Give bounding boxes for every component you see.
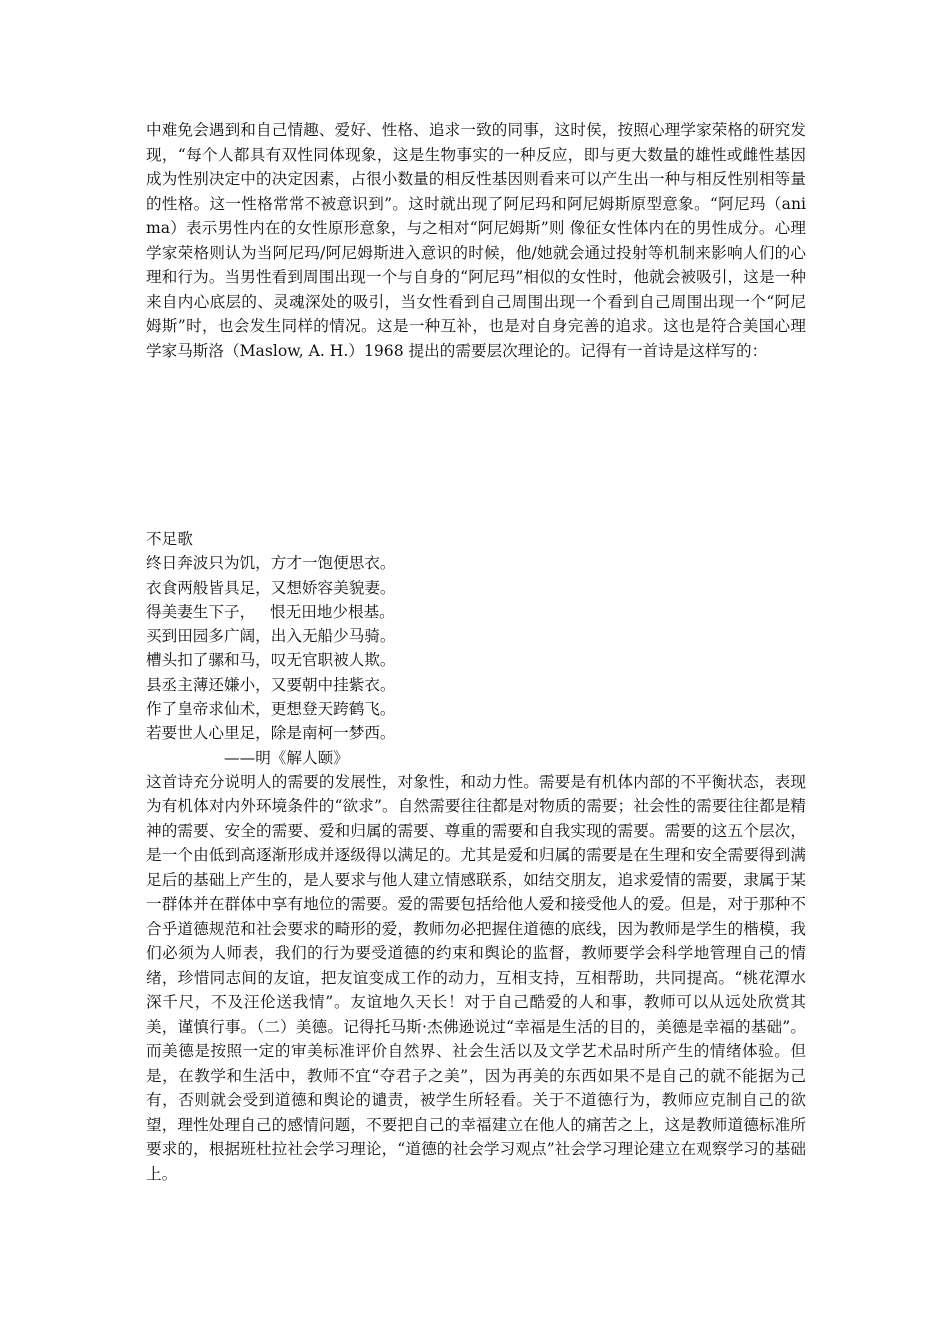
poem-title: 不足歌	[146, 530, 193, 548]
poem-line: 得美妻生下子， 恨无田地少根基。	[146, 602, 395, 621]
paragraph-intro: 中难免会遇到和自己情趣、爱好、性格、追求一致的同事，这时侯，按照心理学家荣格的研究发现，“每个人都具有双性同体现象，这是生物事实的一种反应，即与更大数量的雄性或雌性基因成为性别决定中的决定因素，占很小数量的相反性基因则看来可以产生出一种与相反性别相等量的性格。这一性格常常不被意识到”。这时就出现了阿尼玛和阿尼姆斯原型意象。“阿尼玛（anima）表示男性内在的女性原形意象，与之相对“阿尼姆斯”则 像征女性体内在的男性成分。心理学家荣格则认为当阿尼玛/阿尼姆斯进入意识的时候，他/她就会通过投射等机制来影响人们的心理和行为。当男性看到周围出现一个与自身的“阿尼玛”相似的女性时，他就会被吸引，这是一种来自内心底层的、灵魂深处的吸引，当女性看到自己周围出现一个看到自己周围出现一个“阿尼姆斯”时，也会发生同样的情况。这是一种互补，也是对自身完善的追求。这也是符合美国心理学家马斯洛（Maslow, A. H.）1968 提出的需要层次理论的。记得有一首诗是这样写的：	[146, 121, 806, 360]
poem-block	[146, 527, 806, 770]
paragraph-discussion: 这首诗充分说明人的需要的发展性，对象性，和动力性。需要是有机体内部的不平衡状态，表现为有机体对内外环境条件的“欲求”。自然需要往往都是对物质的需要；社会性的需要往往都是精神的需要、安全的需要、爱和归属的需要、尊重的需要和自我实现的需要。需要的这五个层次，是一个由低到高逐渐形成并逐级得以满足的。尤其是爱和归属的需要是在生理和安全需要得到满足后的基础上产生的，是人要求与他人建立情感联系，如结交朋友，追求爱情的需要，隶属于某一群体并在群体中享有地位的需要。爱的需要包括给他人爱和接受他人的爱。但是，对于那种不合乎道德规范和社会要求的畸形的爱，教师勿必把握住道德的底线，因为教师是学生的楷模，我们必须为人师表，我们的行为要受道德的约束和舆论的监督，教师要学会科学地管理自己的情绪，珍惜同志间的友谊，把友谊变成工作的动力，互相支持，互相帮助，共同提高。“桃花潭水深千尺，不及汪伦送我情”。友谊地久天长！对于自己酷爱的人和事，教师可以从远处欣赏其美，谨慎行事。（二）美德。记得托马斯·杰佛逊说过“幸福是生活的目的，美德是幸福的基础”。而美德是按照一定的审美标准评价自然界、社会生活以及文学艺术品时所产生的情绪体验。但是，在教学和生活中，教师不宜“夺君子之美”，因为再美的东西如果不是自己的就不能据为己有，否则就会受到道德和舆论的谴责，被学生所轻看。关于不道德行为，教师应克制自己的欲望，理性处理自己的感情问题，不要把自己的幸福建立在他人的痛苦之上，这是教师道德标准所要求的，根据班杜拉社会学习理论，“道德的社会学习观点”社会学习理论建立在观察学习的基础上。	[146, 772, 806, 1183]
poem-line: 若要世人心里足，除是南柯一梦西。	[146, 724, 396, 743]
poem-line: 衣食两般皆具足，又想娇容美貌妻。	[146, 578, 396, 597]
poem-line: 终日奔波只为饥，方才一饱便思衣。	[146, 554, 396, 573]
document-page	[146, 118, 806, 1186]
poem-line: 县丞主薄还嫌小，又要朝中挂紫衣。	[146, 675, 396, 694]
poem-line: 槽头扣了骡和马，叹无官职被人欺。	[146, 651, 396, 670]
poem-attribution: ——明《解人颐》	[224, 748, 349, 767]
poem-line: 买到田园多广阔，出入无船少马骑。	[146, 627, 396, 646]
poem-line: 作了皇帝求仙术，更想登天跨鹤飞。	[146, 700, 396, 719]
